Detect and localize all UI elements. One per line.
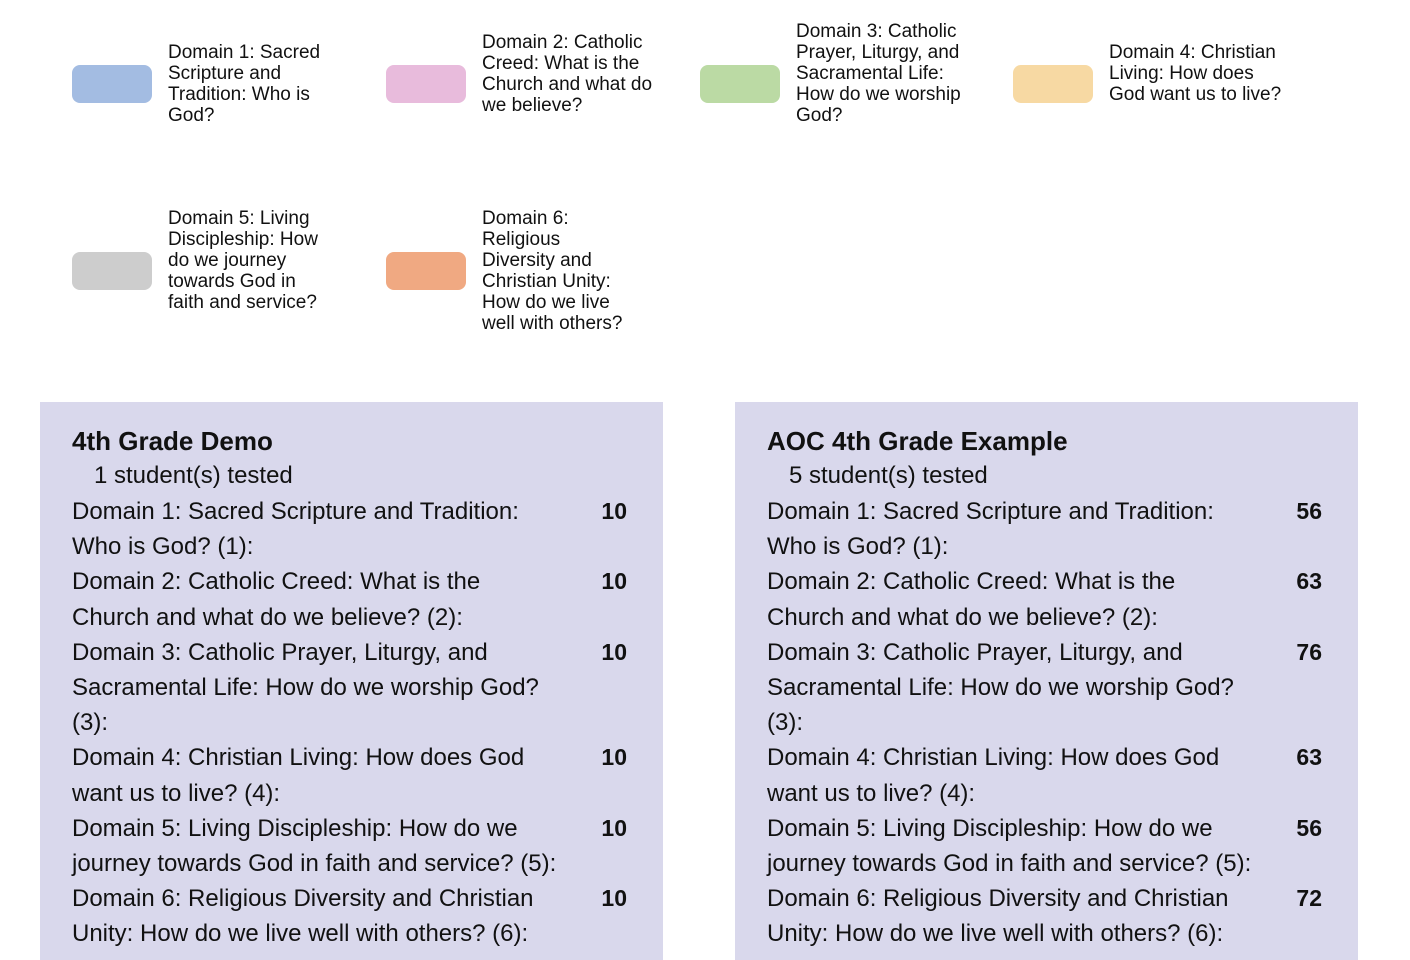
domain-row-1: [767, 494, 1358, 564]
domain-row-label: Domain 6: Religious Diversity and Christian Unity: How do we live well with others? (6):: [72, 885, 534, 948]
domain-row-score: 63: [1296, 744, 1322, 771]
domain-row-score: 10: [601, 638, 627, 665]
legend-label-domain-3: Domain 3: Catholic Prayer, Liturgy, and Sacramental Life: How do we worship God?: [796, 21, 961, 126]
domain-row-2: [72, 564, 663, 634]
domain-row-label: Domain 2: Catholic Creed: What is the Church and what do we believe? (2):: [72, 568, 481, 631]
legend-label-domain-4: Domain 4: Christian Living: How does God want us to live?: [1109, 42, 1282, 105]
legend-label-domain-6: Domain 6: Religious Diversity and Christian Unity: How do we live well with others?: [482, 208, 623, 334]
domain-row-5: [767, 811, 1358, 881]
domain-row-score: 10: [601, 744, 627, 771]
domain-row-label: Domain 5: Living Discipleship: How do we journey towards God in faith and service? (5):: [767, 814, 1252, 878]
domain-row-score: 10: [601, 568, 627, 595]
legend-swatch-domain-5: [72, 252, 152, 290]
domain-row-1: [72, 494, 663, 564]
domain-row-3: [767, 635, 1358, 741]
domain-row-2: [767, 564, 1358, 634]
domain-row-score: 76: [1296, 638, 1322, 665]
legend-item-domain-1: [72, 42, 372, 130]
domain-row-label: Domain 1: Sacred Scripture and Tradition: Who is God? (1):: [767, 498, 1214, 561]
domain-row-4: [72, 740, 663, 810]
legend-item-domain-6: [386, 208, 686, 338]
class-card-4th-grade-demo: [40, 402, 663, 960]
legend-swatch-domain-6: [386, 252, 466, 290]
domain-row-5: [72, 811, 663, 881]
domain-row-3: [72, 635, 663, 741]
students-tested: 1 student(s) tested: [94, 462, 293, 489]
domain-row-label: Domain 6: Religious Diversity and Christian Unity: How do we live well with others? (6):: [767, 885, 1229, 948]
card-title: 4th Grade Demo: [72, 426, 273, 456]
card-title: AOC 4th Grade Example: [767, 426, 1068, 456]
domain-row-4: [767, 740, 1358, 810]
domain-row-score: 72: [1296, 885, 1322, 912]
domain-row-label: Domain 3: Catholic Prayer, Liturgy, and Sacramental Life: How do we worship God? (3):: [767, 638, 1234, 737]
legend-label-domain-2: Domain 2: Catholic Creed: What is the Church and what do we believe?: [482, 32, 653, 116]
legend-item-domain-3: [700, 21, 1000, 151]
domain-row-score: 63: [1296, 568, 1322, 595]
legend-swatch-domain-4: [1013, 65, 1093, 103]
domain-row-label: Domain 4: Christian Living: How does God want us to live? (4):: [767, 744, 1220, 807]
legend-label-domain-5: Domain 5: Living Discipleship: How do we journey towards God in faith and service?: [168, 208, 318, 313]
domain-row-6: [72, 881, 663, 951]
legend-swatch-domain-2: [386, 65, 466, 103]
legend-item-domain-2: [386, 32, 686, 142]
domain-row-score: 10: [601, 885, 627, 912]
students-tested: 5 student(s) tested: [789, 462, 988, 489]
legend-item-domain-5: [72, 208, 372, 338]
domain-row-score: 10: [601, 814, 627, 841]
legend-swatch-domain-1: [72, 65, 152, 103]
legend-label-domain-1: Domain 1: Sacred Scripture and Tradition: Who is God?: [168, 42, 321, 126]
legend-item-domain-4: [1013, 42, 1313, 130]
class-card-aoc-4th-grade-example: [735, 402, 1358, 960]
domain-row-score: 56: [1296, 814, 1322, 841]
domain-row-label: Domain 1: Sacred Scripture and Tradition: Who is God? (1):: [72, 498, 519, 561]
domain-row-label: Domain 4: Christian Living: How does God want us to live? (4):: [72, 744, 525, 807]
domain-row-label: Domain 3: Catholic Prayer, Liturgy, and Sacramental Life: How do we worship God? (3):: [72, 638, 539, 737]
domain-row-label: Domain 2: Catholic Creed: What is the Church and what do we believe? (2):: [767, 568, 1176, 631]
domain-row-score: 56: [1296, 498, 1322, 524]
legend-swatch-domain-3: [700, 65, 780, 103]
domain-row-label: Domain 5: Living Discipleship: How do we journey towards God in faith and service? (5):: [72, 814, 557, 878]
domain-row-6: [767, 881, 1358, 951]
domain-row-score: 10: [601, 498, 627, 524]
